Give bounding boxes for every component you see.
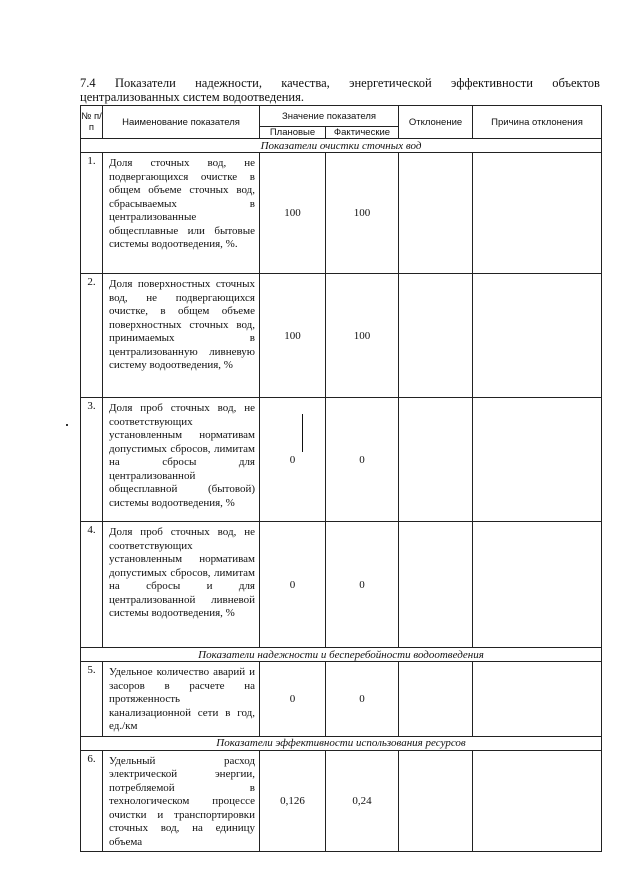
table-row	[81, 750, 602, 852]
row-actual: 0	[326, 522, 399, 648]
header-reason: Причина отклонения	[473, 106, 602, 139]
row-name: Доля сточных вод, не подвергающихся очистке в общем объеме сточных вод, сбрасываемых в централизованные общесплавные или бытовые системы водоотведения, %.	[103, 153, 260, 274]
row-reason	[473, 153, 602, 274]
row-num: 4.	[81, 522, 103, 648]
section-heading	[80, 76, 600, 104]
row-deviation	[399, 398, 473, 522]
scan-speck	[66, 424, 68, 426]
row-name: Доля поверхностных сточных вод, не подвергающихся очистке, в общем объеме поверхностных сточных вод, принимаемых в централизованную ливневую систему водоотведения, %	[103, 274, 260, 398]
heading-word: надежности,	[195, 76, 262, 90]
row-planned: 100	[260, 274, 326, 398]
row-num: 6.	[81, 750, 103, 852]
row-num: 2.	[81, 274, 103, 398]
row-actual: 0	[326, 662, 399, 737]
table-row	[81, 398, 602, 522]
row-deviation	[399, 153, 473, 274]
row-reason	[473, 662, 602, 737]
header-planned: Плановые	[260, 127, 326, 139]
header-actual: Фактические	[326, 127, 399, 139]
row-reason	[473, 522, 602, 648]
row-deviation	[399, 274, 473, 398]
heading-word: эффективности	[451, 76, 533, 90]
pen-stroke-mark	[302, 414, 303, 452]
section-title: Показатели эффективности использования ресурсов	[81, 736, 602, 750]
indicators-table	[80, 105, 602, 852]
row-name: Удельное количество аварий и засоров в расчете на протяженность канализационной сети в год, ед./км	[103, 662, 260, 737]
table-row	[81, 662, 602, 737]
header-value: Значение показателя	[260, 106, 399, 127]
row-planned: 0	[260, 662, 326, 737]
row-reason	[473, 750, 602, 852]
row-deviation	[399, 662, 473, 737]
row-deviation	[399, 750, 473, 852]
row-num: 1.	[81, 153, 103, 274]
heading-word: энергетической	[349, 76, 432, 90]
table-row	[81, 274, 602, 398]
table-row	[81, 153, 602, 274]
section-title: Показатели надежности и бесперебойности водоотведения	[81, 648, 602, 662]
row-planned: 0	[260, 398, 326, 522]
row-name: Доля проб сточных вод, не соответствующих установленным нормативам допустимых сбросов, лимитам на сбросы и для централизованной ливневой системы водоотведения, %	[103, 522, 260, 648]
row-planned: 0,126	[260, 750, 326, 852]
row-actual: 0,24	[326, 750, 399, 852]
row-planned: 0	[260, 522, 326, 648]
heading-word: Показатели	[114, 76, 176, 90]
heading-word: 7.4	[80, 76, 96, 90]
row-num: 5.	[81, 662, 103, 737]
section-title: Показатели очистки сточных вод	[81, 139, 602, 153]
row-num: 3.	[81, 398, 103, 522]
row-planned: 100	[260, 153, 326, 274]
row-reason	[473, 398, 602, 522]
heading-word: объектов	[552, 76, 600, 90]
row-actual: 100	[326, 274, 399, 398]
row-actual: 0	[326, 398, 399, 522]
heading-line-1	[80, 76, 600, 90]
heading-word: качества,	[281, 76, 330, 90]
header-name: Наименование показателя	[103, 106, 260, 139]
heading-line-2: централизованных систем водоотведения.	[80, 90, 304, 104]
row-deviation	[399, 522, 473, 648]
row-name: Доля проб сточных вод, не соответствующих установленным нормативам допустимых сбросов, лимитам на сбросы для централизованной общесплавной (бытовой) системы водоотведения, %	[103, 398, 260, 522]
header-num: № п/п	[81, 106, 103, 139]
row-name: Удельный расход электрической энергии, потребляемой в технологическом процессе очистки и транспортировки сточных вод, на единицу объема	[103, 750, 260, 852]
row-reason	[473, 274, 602, 398]
header-deviation: Отклонение	[399, 106, 473, 139]
row-actual: 100	[326, 153, 399, 274]
table-row	[81, 522, 602, 648]
